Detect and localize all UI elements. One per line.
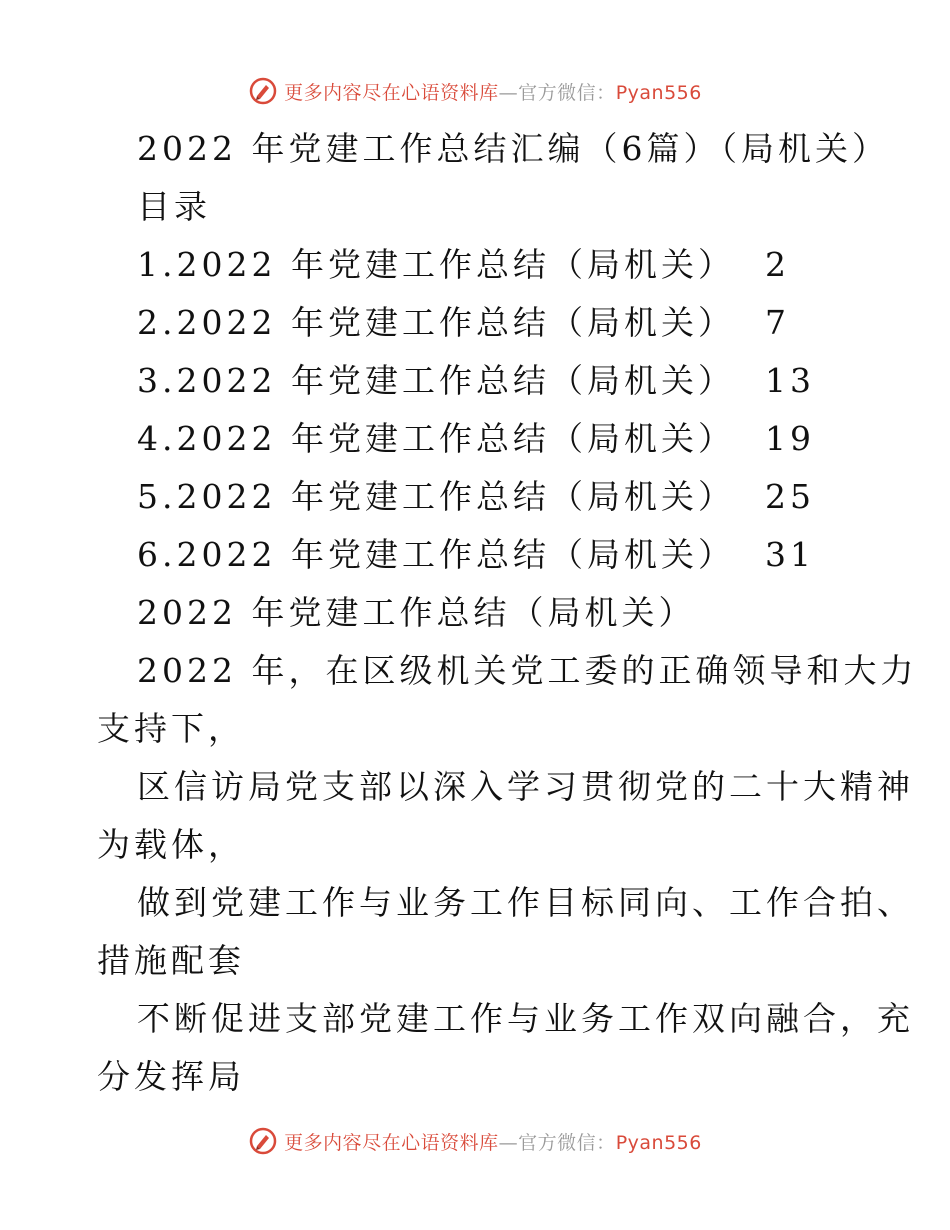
watermark-main-text: 更多内容尽在心语资料库 [284,1131,499,1154]
paragraph [97,758,914,874]
toc-item-title: 2.2022 年党建工作总结（局机关） [137,303,735,342]
document-title: 2022 年党建工作总结汇编（6篇）（局机关） [137,129,889,168]
paragraph-continuation: 分发挥局 [97,1057,245,1096]
paragraph [97,642,918,758]
watermark-separator: — [498,1131,519,1154]
watermark-separator: — [498,81,519,104]
toc-item-page: 31 [764,535,815,574]
watermark-label: 官方微信： [518,81,616,104]
toc-heading: 目录 [137,187,211,226]
toc-item-page: 7 [764,303,790,342]
watermark-text [284,1128,702,1155]
document-body [97,120,918,1106]
paragraph-continuation: 为载体， [97,825,245,864]
toc-item-page: 2 [764,245,790,284]
toc-item-title: 6.2022 年党建工作总结（局机关） [137,535,735,574]
toc-item-page: 25 [764,477,815,516]
toc-item-title: 3.2022 年党建工作总结（局机关） [137,361,735,400]
paragraph-continuation: 支持下， [97,709,245,748]
toc-item [97,526,857,584]
toc-item [97,236,857,294]
toc-item [97,294,857,352]
toc-item-title: 5.2022 年党建工作总结（局机关） [137,477,735,516]
paragraph-first-line: 做到党建工作与业务工作目标同向、工作合拍、 [137,883,914,922]
toc-item-page: 13 [764,361,815,400]
watermark-banner-bottom [0,1121,950,1161]
pen-logo-icon [248,1126,278,1156]
watermark-main-text: 更多内容尽在心语资料库 [284,81,499,104]
watermark-wechat-id: Pyan556 [615,81,702,104]
section-heading: 2022 年党建工作总结（局机关） [137,593,696,632]
toc-item-title: 4.2022 年党建工作总结（局机关） [137,419,735,458]
watermark-wechat-id: Pyan556 [615,1131,702,1154]
paragraph-continuation: 措施配套 [97,941,245,980]
paragraph [97,990,914,1106]
toc-item-page: 19 [764,419,815,458]
toc-item [97,352,857,410]
paragraph-first-line: 2022 年，在区级机关党工委的正确领导和大力 [137,651,918,690]
watermark-text [284,78,702,105]
paragraph [97,874,914,990]
paragraph-first-line: 不断促进支部党建工作与业务工作双向融合，充 [137,999,914,1038]
paragraph-first-line: 区信访局党支部以深入学习贯彻党的二十大精神 [137,767,914,806]
watermark-label: 官方微信： [518,1131,616,1154]
toc-item [97,468,857,526]
watermark-banner-top [0,71,950,111]
toc-item [97,410,857,468]
toc-item-title: 1.2022 年党建工作总结（局机关） [137,245,735,284]
pen-logo-icon [248,76,278,106]
